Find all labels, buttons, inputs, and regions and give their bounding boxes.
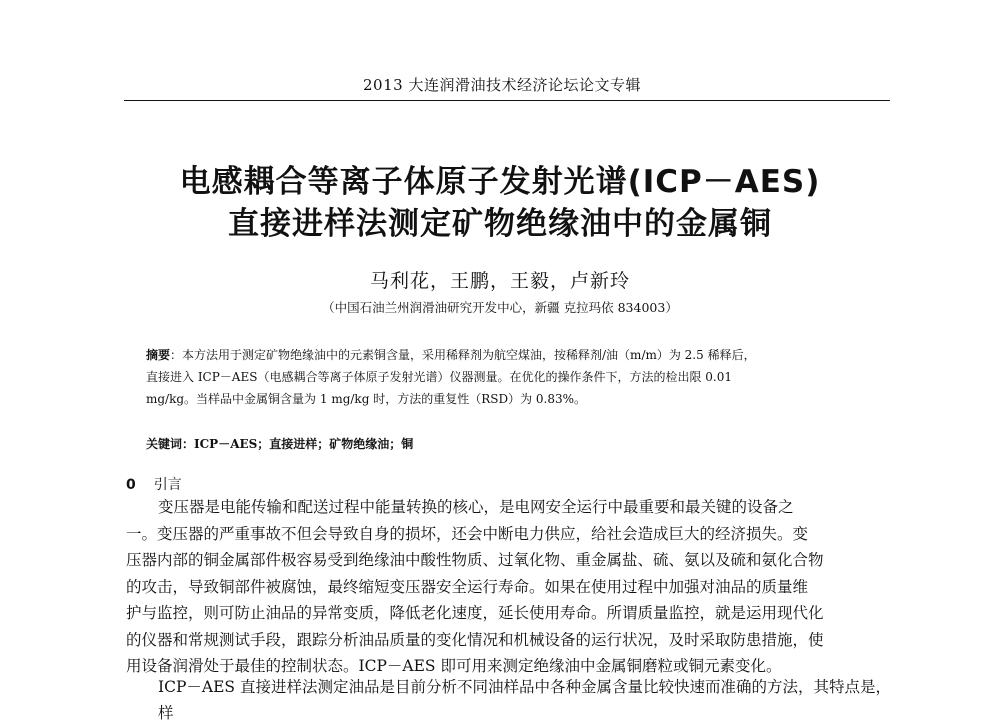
abstract-line-2: 直接进入 ICP－AES（电感耦合等离子体原子发射光谱）仪器测量。在优化的操作条件下，方法的检出限 0.01 [146, 370, 732, 384]
body-line: 一。变压器的严重事故不但会导致自身的损坏，还会中断电力供应，给社会造成巨大的经济损失。变 [126, 524, 809, 543]
abstract-line-3: mg/kg。当样品中金属铜含量为 1 mg/kg 时，方法的重复性（RSD）为 0.83%。 [146, 392, 587, 406]
paper-title-line-1: 电感耦合等离子体原子发射光谱(ICP－AES) [179, 164, 821, 200]
author-list: 马利花，王鹏，王毅，卢新玲 [369, 270, 630, 292]
abstract-line-1: 摘要：本方法用于测定矿物绝缘油中的元素铜含量，采用稀释剂为航空煤油，按稀释剂/油（m/m）为 2.5 稀释后， [146, 348, 756, 362]
section-number: 0 [126, 477, 136, 493]
running-header: 2013 大连润滑油技术经济论坛论文专辑 [363, 76, 641, 94]
body-line: 变压器是电能传输和配送过程中能量转换的核心，是电网安全运行中最重要和最关键的设备之 [158, 498, 794, 516]
abstract-label: 摘要 [146, 348, 171, 362]
body-line: 的仪器和常规测试手段，跟踪分析油品质量的变化情况和机械设备的运行状况，及时采取防患措施，使 [126, 630, 824, 649]
paper-title-line-2: 直接进样法测定矿物绝缘油中的金属铜 [228, 206, 772, 242]
section-heading [126, 474, 182, 494]
keywords: 关键词：ICP－AES；直接进样；矿物绝缘油；铜 [146, 437, 414, 451]
body-line: 用设备润滑处于最佳的控制状态。ICP－AES 即可用来测定绝缘油中金属铜磨粒或铜元素变化。 [126, 657, 782, 675]
body-line: 护与监控，则可防止油品的异常变质，降低老化速度，延长使用寿命。所谓质量监控，就是运用现代化 [126, 604, 824, 622]
header-rule [124, 100, 890, 101]
body-line-cut-off: ICP－AES 直接进样法测定油品是目前分析不同油样品中各种金属含量比较快速而准确的方法，其特点是，样 [158, 678, 891, 722]
body-paragraph [126, 494, 896, 680]
body-line: 的攻击，导致铜部件被腐蚀，最终缩短变压器安全运行寿命。如果在使用过程中加强对油品的质量维 [126, 577, 809, 596]
body-line: 压器内部的铜金属部件极容易受到绝缘油中酸性物质、过氧化物、重金属盐、硫、氨以及硫和氨化合物 [126, 551, 824, 569]
section-title: 引言 [153, 477, 182, 493]
affiliation: （中国石油兰州润滑油研究开发中心，新疆 克拉玛依 834003） [322, 300, 678, 315]
abstract [146, 344, 890, 410]
